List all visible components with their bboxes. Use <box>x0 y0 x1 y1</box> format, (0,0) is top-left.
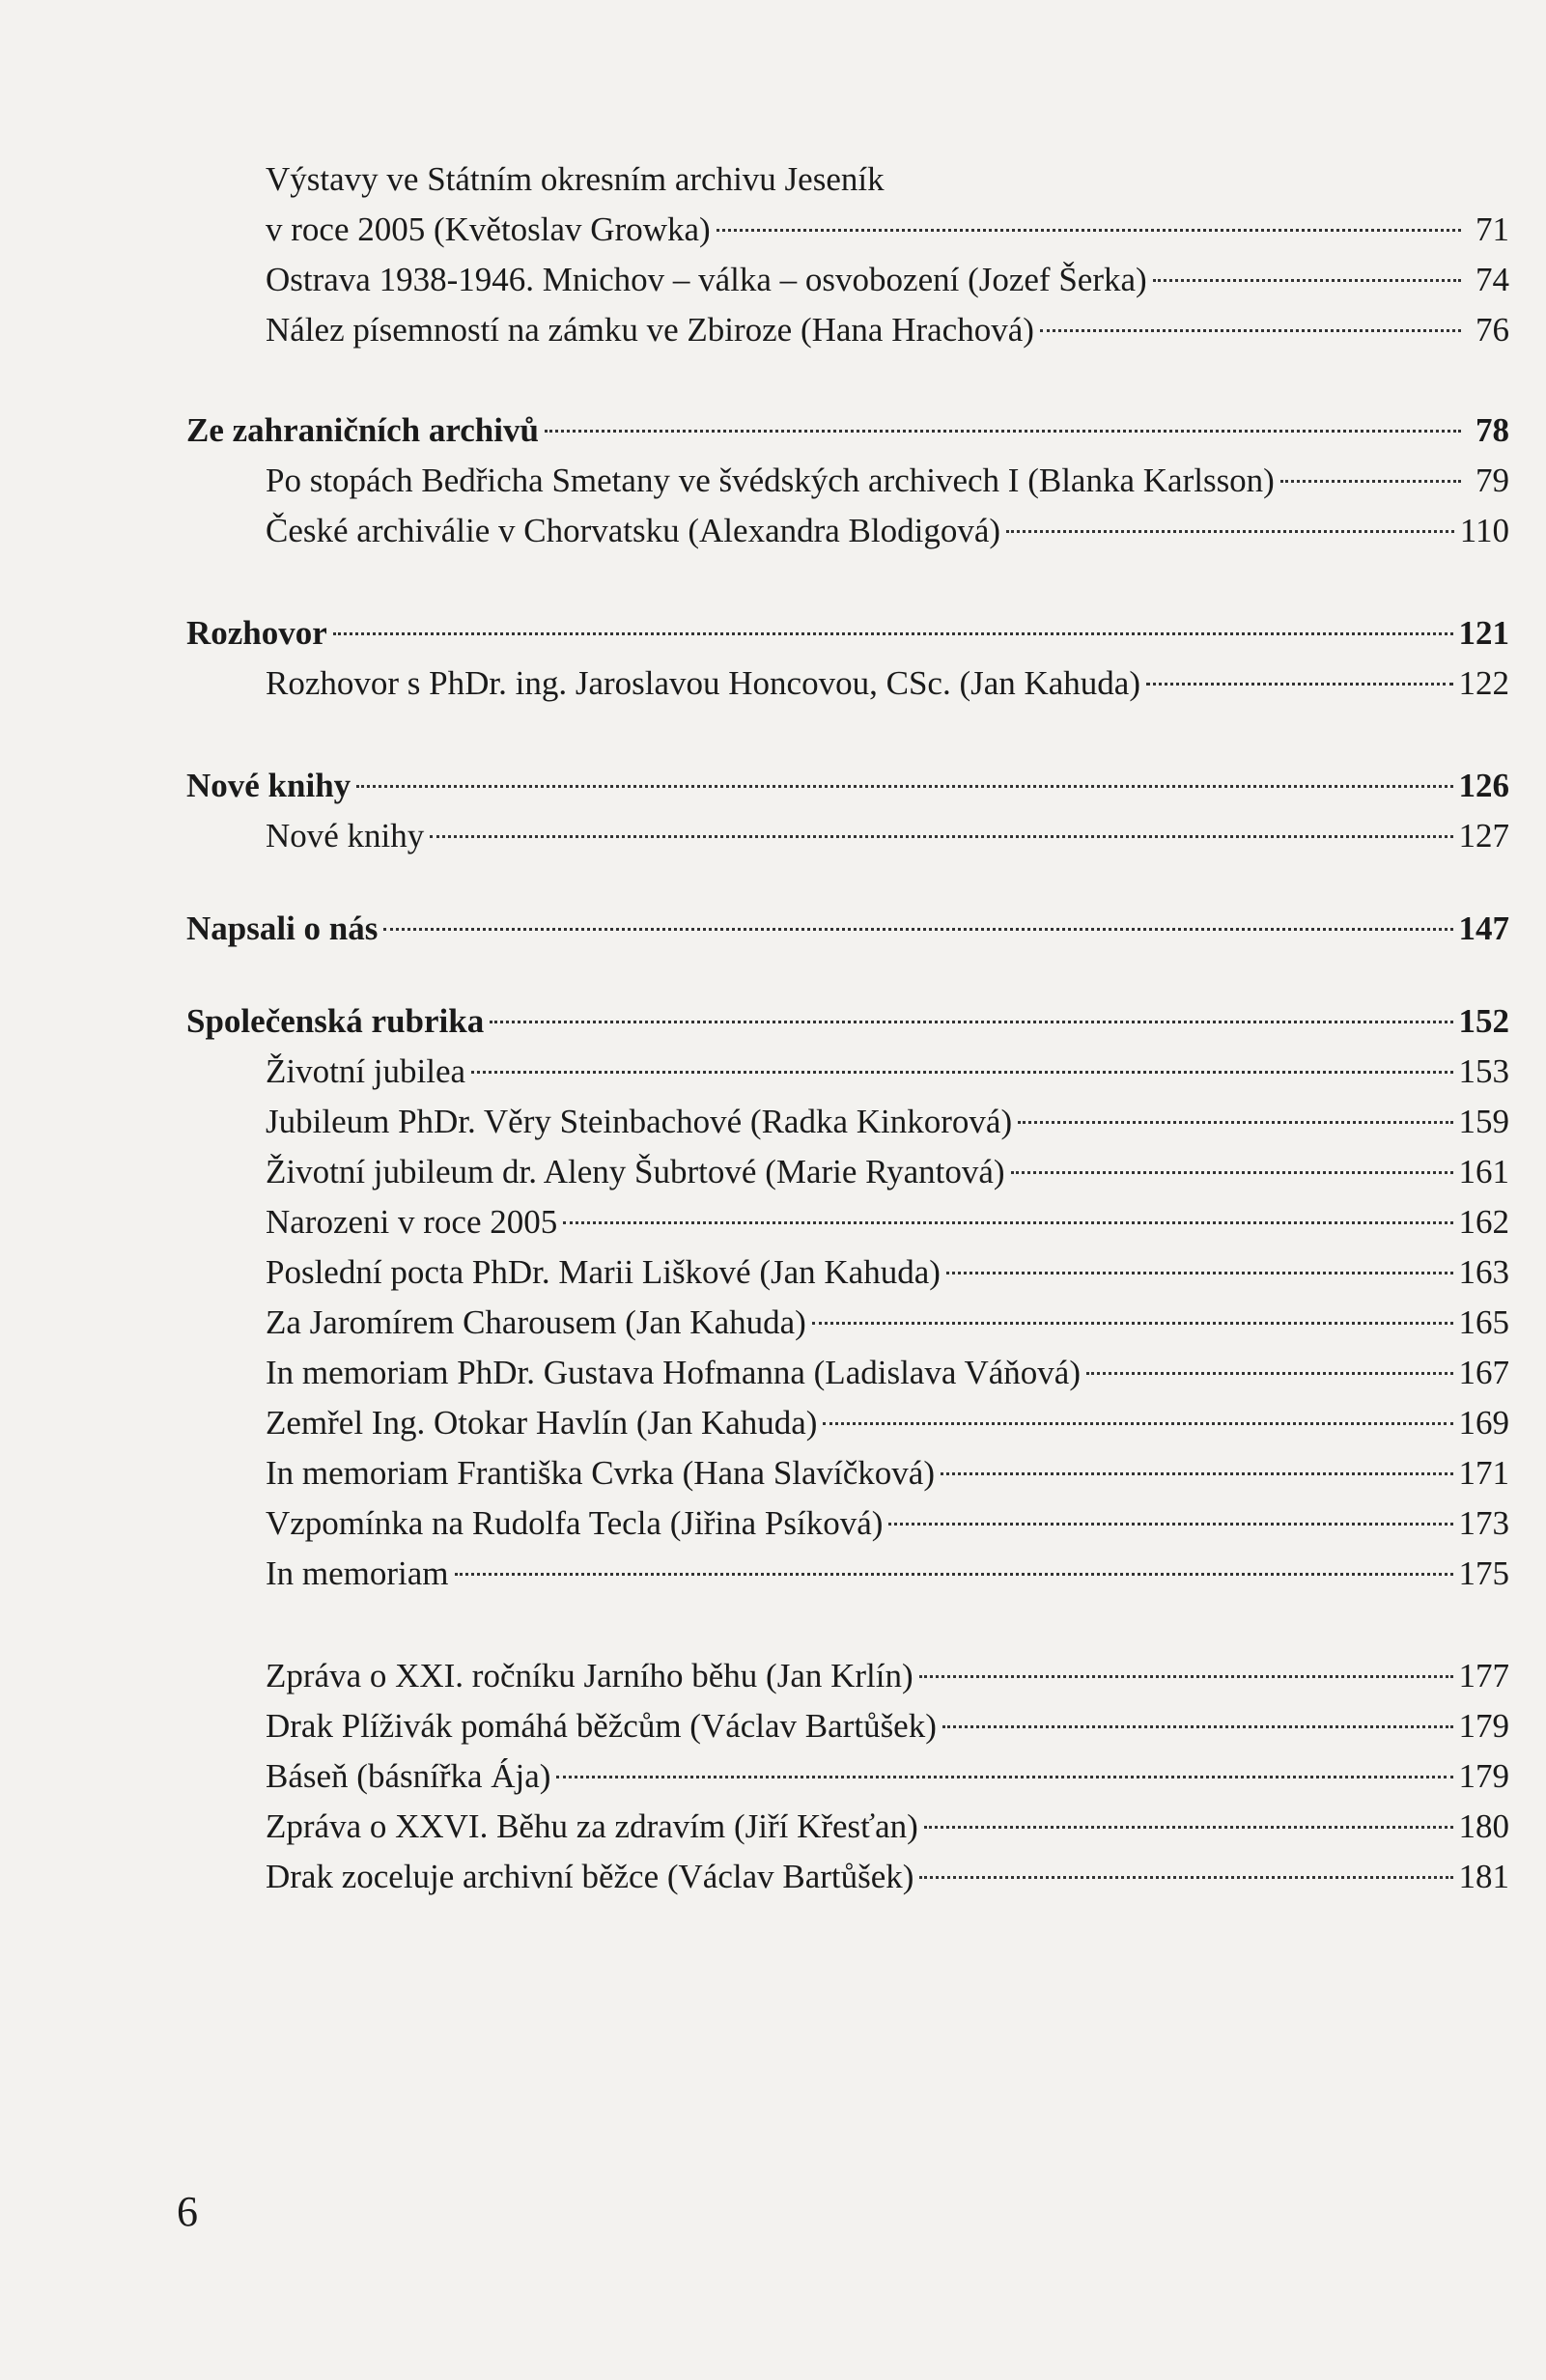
toc-entry <box>186 1498 1509 1549</box>
toc-entry-page: 74 <box>1476 261 1509 298</box>
toc-entry <box>186 1651 1509 1701</box>
toc-entry-title: Za Jaromírem Charousem (Jan Kahuda) <box>266 1303 806 1341</box>
toc-entry-title: Drak Plíživák pomáhá běžcům (Václav Bartůšek) <box>266 1707 937 1745</box>
toc-section-foreign-archives <box>186 406 1509 456</box>
toc-section-new-books <box>186 761 1509 811</box>
toc-entry-page: 71 <box>1476 210 1509 248</box>
toc-entry <box>186 1298 1509 1348</box>
toc-section-wrote-about-us <box>186 904 1509 954</box>
toc-entry-page: 76 <box>1476 311 1509 349</box>
dot-leader <box>545 430 1461 433</box>
toc-section-title: Společenská rubrika <box>186 1002 485 1040</box>
dot-leader <box>1086 1372 1453 1375</box>
toc-entry-page: 163 <box>1458 1253 1509 1291</box>
toc-entry-title: Nové knihy <box>266 817 425 854</box>
toc-entry-page: 153 <box>1458 1052 1509 1090</box>
toc-section-title: Napsali o nás <box>186 910 379 947</box>
dot-leader <box>563 1221 1452 1224</box>
toc-section-page: 147 <box>1458 910 1509 947</box>
dot-leader <box>823 1422 1452 1425</box>
dot-leader <box>356 785 1452 788</box>
toc-section-page: 78 <box>1476 411 1509 449</box>
toc-entry-zbiroh <box>186 305 1509 355</box>
toc-entry-title: Narozeni v roce 2005 <box>266 1203 558 1241</box>
toc-entry <box>186 1047 1509 1097</box>
toc-entry <box>186 1348 1509 1398</box>
toc-section-title: Nové knihy <box>186 767 351 804</box>
toc-entry <box>186 1701 1509 1751</box>
toc-entry-title: Drak zoceluje archivní běžce (Václav Bartůšek) <box>266 1858 914 1895</box>
toc-entry-title: Životní jubileum dr. Aleny Šubrtové (Marie Ryantová) <box>266 1153 1005 1190</box>
toc-entry-smetana <box>186 456 1509 506</box>
toc-entry-page: 122 <box>1458 664 1509 702</box>
toc-entry-title: Výstavy ve Státním okresním archivu Jeseník <box>266 160 885 198</box>
toc-entry-page: 165 <box>1458 1303 1509 1341</box>
toc-entry <box>186 1097 1509 1147</box>
dot-leader <box>1280 480 1461 483</box>
toc-entry <box>186 1549 1509 1599</box>
toc-section-title: Rozhovor <box>186 614 327 652</box>
toc-section-page: 126 <box>1458 767 1509 804</box>
dot-leader <box>946 1272 1453 1274</box>
toc-entry-title: Vzpomínka na Rudolfa Tecla (Jiřina Psíková) <box>266 1504 884 1542</box>
toc-entry-page: 169 <box>1458 1404 1509 1442</box>
dot-leader <box>1006 530 1454 533</box>
toc-entry <box>186 1398 1509 1448</box>
dot-leader <box>717 229 1461 232</box>
toc-entry-page: 179 <box>1458 1707 1509 1745</box>
dot-leader <box>1146 683 1452 686</box>
toc-entry-exhibitions-line1 <box>186 154 1509 205</box>
toc-entry-title: České archiválie v Chorvatsku (Alexandra Blodigová) <box>266 512 1001 549</box>
toc-section-title: Ze zahraničních archivů <box>186 411 539 449</box>
toc-entry-page: 162 <box>1458 1203 1509 1241</box>
dot-leader <box>919 1675 1453 1678</box>
toc-entry-title: In memoriam PhDr. Gustava Hofmanna (Ladislava Váňová) <box>266 1354 1081 1391</box>
dot-leader <box>1018 1121 1452 1124</box>
toc-section-interview <box>186 608 1509 658</box>
toc-entry <box>186 1147 1509 1197</box>
toc-entry-exhibitions <box>186 205 1509 255</box>
table-of-contents <box>186 154 1509 1902</box>
toc-entry <box>186 1448 1509 1498</box>
toc-entry-new-books <box>186 811 1509 861</box>
dot-leader <box>812 1322 1453 1325</box>
dot-leader <box>1153 279 1461 282</box>
toc-entry-page: 177 <box>1458 1657 1509 1694</box>
toc-entry-title: In memoriam <box>266 1554 449 1592</box>
toc-section-page: 121 <box>1458 614 1509 652</box>
toc-entry-title: Ostrava 1938-1946. Mnichov – válka – osvobození (Jozef Šerka) <box>266 261 1147 298</box>
toc-entry-title: Zpráva o XXI. ročníku Jarního běhu (Jan Krlín) <box>266 1657 914 1694</box>
toc-entry-page: 79 <box>1476 462 1509 499</box>
dot-leader <box>924 1826 1453 1829</box>
toc-entry-page: 127 <box>1458 817 1509 854</box>
toc-section-social <box>186 996 1509 1047</box>
dot-leader <box>383 928 1452 931</box>
toc-entry <box>186 1802 1509 1852</box>
dot-leader <box>1011 1171 1453 1174</box>
dot-leader <box>333 632 1453 635</box>
dot-leader <box>888 1523 1452 1526</box>
dot-leader <box>1040 329 1461 332</box>
toc-entry-ostrava <box>186 255 1509 305</box>
toc-entry <box>186 1852 1509 1902</box>
toc-section-page: 152 <box>1458 1002 1509 1040</box>
page-number: 6 <box>177 2188 198 2235</box>
toc-entry-title: v roce 2005 (Květoslav Growka) <box>266 210 711 248</box>
toc-entry-title: Zemřel Ing. Otokar Havlín (Jan Kahuda) <box>266 1404 818 1442</box>
dot-leader <box>490 1021 1452 1023</box>
dot-leader <box>556 1776 1452 1778</box>
toc-entry-page: 167 <box>1458 1354 1509 1391</box>
toc-entry-title: Životní jubilea <box>266 1052 466 1090</box>
toc-entry-page: 161 <box>1458 1153 1509 1190</box>
toc-entry-interview <box>186 658 1509 709</box>
toc-entry-page: 180 <box>1458 1807 1509 1845</box>
toc-entry-page: 159 <box>1458 1103 1509 1140</box>
toc-entry-title: Jubileum PhDr. Věry Steinbachové (Radka Kinkorová) <box>266 1103 1013 1140</box>
toc-entry-page: 179 <box>1458 1757 1509 1795</box>
dot-leader <box>919 1876 1452 1879</box>
toc-entry-title: Báseň (básnířka Ája) <box>266 1757 551 1795</box>
toc-entry <box>186 1751 1509 1802</box>
toc-entry <box>186 1197 1509 1247</box>
dot-leader <box>430 835 1452 838</box>
toc-entry-title: Zpráva o XXVI. Běhu za zdravím (Jiří Křesťan) <box>266 1807 918 1845</box>
toc-entry-page: 181 <box>1458 1858 1509 1895</box>
dot-leader <box>455 1573 1453 1576</box>
toc-entry-page: 175 <box>1458 1554 1509 1592</box>
toc-entry-page: 171 <box>1458 1454 1509 1492</box>
toc-entry-title: In memoriam Františka Cvrka (Hana Slavíčková) <box>266 1454 935 1492</box>
toc-entry <box>186 1247 1509 1298</box>
toc-entry-title: Nález písemností na zámku ve Zbiroze (Hana Hrachová) <box>266 311 1034 349</box>
toc-entry-title: Rozhovor s PhDr. ing. Jaroslavou Honcovou, CSc. (Jan Kahuda) <box>266 664 1141 702</box>
toc-entry-title: Poslední pocta PhDr. Marii Liškové (Jan Kahuda) <box>266 1253 941 1291</box>
dot-leader <box>942 1725 1453 1728</box>
toc-entry-page: 173 <box>1458 1504 1509 1542</box>
toc-entry-title: Po stopách Bedřicha Smetany ve švédských archivech I (Blanka Karlsson) <box>266 462 1275 499</box>
toc-entry-croatia <box>186 506 1509 556</box>
toc-entry-page: 110 <box>1459 512 1509 549</box>
dot-leader <box>941 1472 1453 1475</box>
dot-leader <box>471 1071 1452 1074</box>
